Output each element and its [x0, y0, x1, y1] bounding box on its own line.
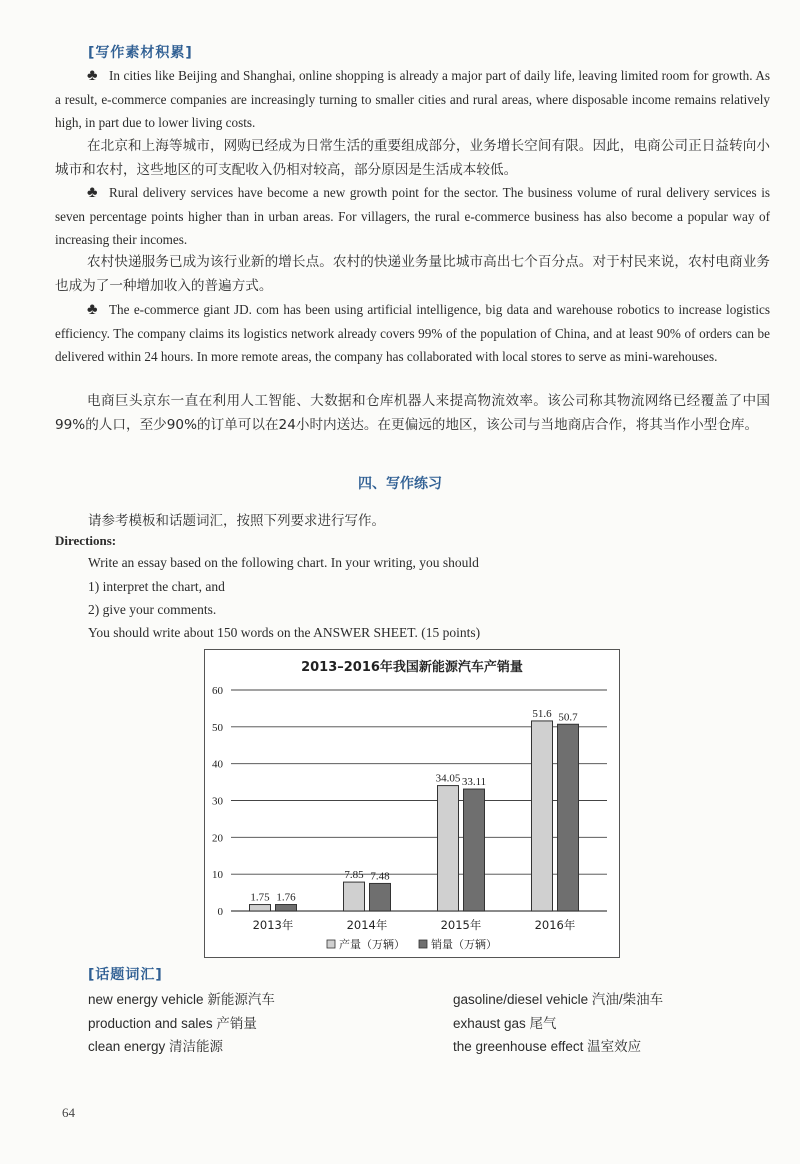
paragraph-en-2: ♣ Rural delivery services have become a new growth point for the sector. The business volume of rural delivery services is seven percentage points higher than in urban areas. For villagers, the rural e-commerce business has also become a popular way of increasing their incomes.: [55, 181, 770, 252]
x-tick-label: 2016年: [534, 918, 576, 932]
legend-swatch: [327, 940, 335, 948]
y-tick-label: 20: [212, 832, 223, 845]
vocab-item: clean energy 清洁能源: [88, 1039, 224, 1054]
x-tick-label: 2013年: [252, 918, 294, 932]
x-tick-label: 2015年: [440, 918, 482, 932]
bar: [438, 786, 459, 911]
bar: [464, 789, 485, 911]
bars: [250, 708, 579, 911]
bar: [532, 721, 553, 911]
directions-label: Directions:: [55, 533, 117, 548]
bar: [344, 882, 365, 911]
bar: [250, 905, 271, 911]
paragraph-en-3: ♣ The e-commerce giant JD. com has been using artificial intelligence, big data and warehouse robotics to increase logistics efficiency. The company claims its logistics network already covers 99% of the population of China, and at least 90% of orders can be delivered within 24 hours. In more remote areas, the company has collaborated with local stores to serve as mini-warehouses.: [55, 298, 770, 369]
data-label: 33.11: [461, 776, 487, 789]
x-tick-label: 2014年: [346, 918, 388, 932]
club-bullet-icon: ♣: [87, 184, 98, 201]
vocab-item: production and sales 产销量: [88, 1016, 257, 1031]
bar: [558, 724, 579, 911]
vocab-item: new energy vehicle 新能源汽车: [88, 992, 275, 1007]
y-tick-label: 40: [212, 758, 223, 771]
directions-line: 2) give your comments.: [88, 602, 217, 617]
y-tick-label: 60: [212, 685, 223, 697]
instruction-text: 请参考模板和话题词汇，按照下列要求进行写作。: [88, 513, 385, 529]
data-label: 1.76: [276, 891, 296, 904]
directions-line: Write an essay based on the following chart. In your writing, you should: [88, 555, 479, 570]
y-tick-label: 50: [212, 721, 223, 734]
club-bullet-icon: ♣: [87, 301, 98, 318]
vocab-item: the greenhouse effect 温室效应: [453, 1039, 642, 1054]
y-tick-label: 0: [217, 906, 223, 918]
legend-swatch: [419, 940, 427, 948]
legend-label: 产量（万辆）: [339, 938, 405, 951]
data-label: 50.7: [558, 711, 578, 724]
y-axis-ticks: [212, 685, 224, 918]
vocab-item: exhaust gas 尾气: [453, 1016, 557, 1031]
bar: [276, 905, 297, 911]
data-label: 51.6: [532, 707, 552, 720]
bar-chart: [205, 650, 619, 957]
directions-line: You should write about 150 words on the ANSWER SHEET. (15 points): [88, 625, 481, 640]
x-axis-ticks: [253, 918, 576, 932]
practice-title: 四、写作练习: [358, 476, 442, 492]
directions-line: 1) interpret the chart, and: [88, 579, 225, 594]
page-number: 64: [62, 1105, 75, 1120]
y-tick-label: 30: [212, 795, 223, 808]
vocab-heading: [话题词汇]: [88, 967, 163, 983]
bar: [370, 883, 391, 911]
data-label: 1.75: [250, 891, 270, 904]
paragraph-en-1: ♣ In cities like Beijing and Shanghai, online shopping is already a major part of daily life, leaving limited room for growth. As a result, e-commerce companies are increasingly turning to smaller cities and rural areas, where disposable income remains relatively high, in part due to lower living costs.: [55, 64, 770, 135]
paragraph-zh-2: 农村快递服务已成为该行业新的增长点。农村的快递业务量比城市高出七个百分点。对于村民来说，农村电商业务也成为了一种增加收入的普遍方式。: [55, 254, 770, 294]
chart-title: 2013–2016年我国新能源汽车产销量: [301, 660, 523, 675]
material-heading: [写作素材积累]: [88, 45, 193, 61]
club-bullet-icon: ♣: [87, 67, 98, 84]
paragraph-zh-1: 在北京和上海等城市，网购已经成为日常生活的重要组成部分，业务增长空间有限。因此，电商公司正日益转向小城市和农村，这些地区的可支配收入仍相对较高，部分原因是生活成本较低。: [55, 138, 770, 178]
data-label: 7.48: [370, 870, 390, 883]
vocab-item: gasoline/diesel vehicle 汽油/柴油车: [453, 992, 664, 1007]
paragraph-zh-3: 电商巨头京东一直在利用人工智能、大数据和仓库机器人来提高物流效率。该公司称其物流网络已经覆盖了中国99%的人口，至少90%的订单可以在24小时内送达。在更偏远的地区，该公司与当地商店合作，将其当作小型仓库。: [55, 393, 770, 433]
data-label: 34.05: [435, 772, 461, 785]
y-tick-label: 10: [212, 869, 223, 882]
chart-legend: [327, 937, 497, 951]
legend-label: 销量（万辆）: [431, 938, 497, 951]
data-label: 7.85: [344, 869, 364, 882]
chart-frame: [204, 649, 620, 958]
